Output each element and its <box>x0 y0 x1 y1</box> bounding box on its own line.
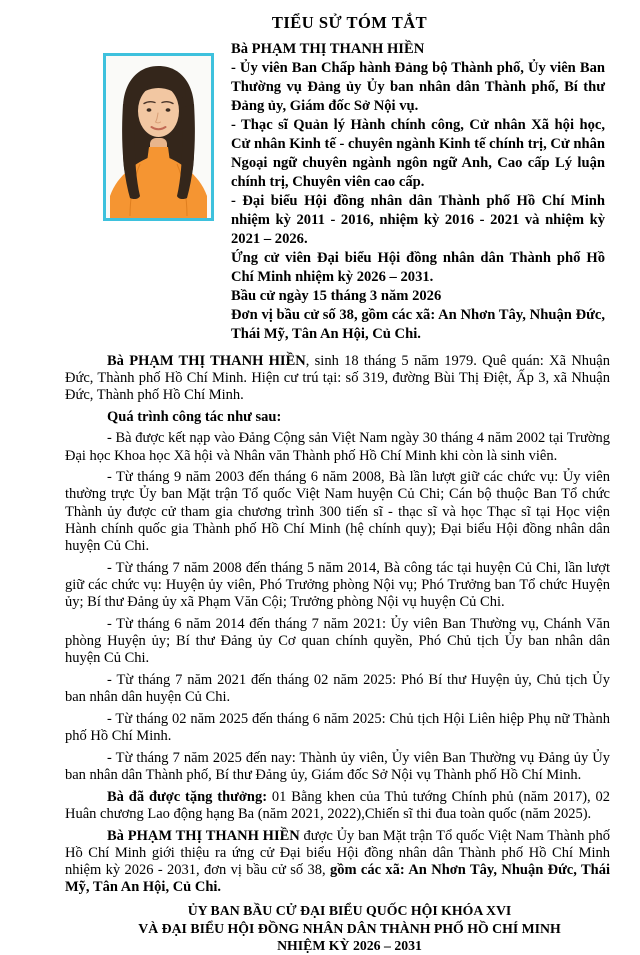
footer-line: NHIỆM KỲ 2026 – 2031 <box>277 938 422 954</box>
right-eye <box>166 108 171 112</box>
text-run: - Từ tháng 02 năm 2025 đến tháng 6 năm 2025: Chủ tịch Hội Liên hiệp Phụ nữ Thành phố Hồ Chí Minh. <box>65 710 610 745</box>
body-paragraph <box>65 555 610 611</box>
left-eye <box>147 108 152 112</box>
text-run: - Từ tháng 9 năm 2003 đến tháng 6 năm 2008, Bà lần lượt giữ các chức vụ: Ủy viên thường trực Ủy ban Mặt trận Tổ quốc Việt Nam huyện Củ Chi; Cán bộ thuộc Ban Tổ chức Thành ủy được cử tham gia chương trình 300 tiến sĩ - thạc sĩ và học Thạc sĩ tại Học viện Hành chính quốc gia Thành phố Hồ Chí Minh (hệ chính quy); Đại biểu Hội đồng nhân dân huyện Củ Chi. <box>65 469 610 555</box>
body-paragraph <box>65 706 610 745</box>
bold-text: Quá trình công tác như sau: <box>107 408 282 425</box>
body-paragraph <box>65 426 610 465</box>
bold-text: Bà PHẠM THỊ THANH HIỀN <box>107 827 300 844</box>
bold-text: Bà PHẠM THỊ THANH HIỀN <box>107 352 306 369</box>
body-paragraph <box>65 823 610 896</box>
portrait-illustration <box>106 56 211 218</box>
body-paragraph <box>65 667 610 706</box>
profile-summary <box>231 40 605 344</box>
profile-summary-line: - Ủy viên Ban Chấp hành Đảng bộ Thành phố, Ủy viên Ban Thường vụ Đảng ủy Ủy ban nhân dân Thành phố, Bí thư Đảng ủy, Giám đốc Sở Nội vụ. <box>231 60 605 114</box>
election-committee-footer <box>77 902 622 955</box>
profile-summary-line: Bà PHẠM THỊ THANH HIỀN <box>231 41 425 57</box>
profile-summary-line: Đơn vị bầu cử số 38, gồm các xã: An Nhơn Tây, Nhuận Đức, Thái Mỹ, Tân An Hội, Củ Chi. <box>231 307 605 342</box>
text-run: - Từ tháng 7 năm 2025 đến nay: Thành ủy viên, Ủy viên Ban Thường vụ Đảng ủy Ủy ban nhân dân Thành phố, Bí thư Đảng ủy, Giám đốc Sở Nội vụ Thành phố Hồ Chí Minh. <box>65 749 610 783</box>
body-paragraph <box>65 745 610 784</box>
text-run: - Bà được kết nạp vào Đảng Cộng sản Việt Nam ngày 30 tháng 4 năm 2002 tại Trường Đại học Khoa học Xã hội và Nhân văn Thành phố Hồ Chí Minh khi còn là sinh viên. <box>65 430 610 464</box>
text-run: - Từ tháng 7 năm 2008 đến tháng 5 năm 2014, Bà công tác tại huyện Củ Chi, lần lượt giữ các chức vụ: Huyện ủy viên, Phó Trưởng phòng Nội vụ; Phó Trưởng ban Tổ chức Huyện ủy; Bí thư Đảng ủy xã Phạm Văn Cội; Trưởng phòng Nội vụ huyện Củ Chi. <box>65 559 610 611</box>
body-paragraph <box>65 611 610 667</box>
text-run: được Ủy ban Mặt trận Tổ quốc Việt Nam Thành phố Hồ Chí Minh giới thiệu ra ứng cử Đại biểu Hội đồng nhân dân Thành phố Hồ Chí Minh nhiệm kỳ 2026 - 2031, đơn vị bầu cử số 38, <box>65 827 610 878</box>
profile-summary-line: - Đại biểu Hội đồng nhân dân Thành phố Hồ Chí Minh nhiệm kỳ 2011 - 2016, nhiệm kỳ 2016 - 2021 và nhiệm kỳ 2021 – 2026. <box>231 193 605 247</box>
body-paragraph <box>65 784 610 823</box>
bold-text: gồm các xã: An Nhơn Tây, Nhuận Đức, Thái Mỹ, Tân An Hội, Củ Chi. <box>65 861 610 896</box>
bold-text: Bà đã được tặng thưởng: <box>107 788 268 805</box>
dress-collar <box>147 147 170 162</box>
profile-summary-line: - Thạc sĩ Quản lý Hành chính công, Cử nhân Xã hội học, Cử nhân Kinh tế - chuyên ngành Kinh tế chính trị, Cử nhân Ngoại ngữ chuyên ngành ngôn ngữ Anh, Cao cấp Lý luận chính trị, Chuyên viên cao cấp. <box>231 117 605 190</box>
portrait-photo <box>103 53 214 221</box>
text-run: - Từ tháng 7 năm 2021 đến tháng 02 năm 2025: Phó Bí thư Huyện ủy, Chủ tịch Ủy ban nhân dân huyện Củ Chi. <box>65 671 610 706</box>
text-run: , sinh 18 tháng 5 năm 1979. Quê quán: Xã Nhuận Đức, Thành phố Hồ Chí Minh. Hiện cư trú tại: số 319, đường Bùi Thị Điệt, Ấp 3, xã Nhuận Đức, Thành phố Hồ Chí Minh. <box>65 352 610 403</box>
body-paragraph <box>65 348 610 404</box>
text-run: - Từ tháng 6 năm 2014 đến tháng 7 năm 2021: Ủy viên Ban Thường vụ, Chánh Văn phòng Huyện ủy; Bí thư Đảng ủy Cơ quan chính quyền, Phó Chủ tịch Ủy ban nhân dân huyện Củ Chi. <box>65 615 610 667</box>
body-paragraph <box>65 465 610 556</box>
footer-line: ỦY BAN BẦU CỬ ĐẠI BIỂU QUỐC HỘI KHÓA XVI <box>187 903 512 919</box>
body-paragraphs <box>65 348 610 896</box>
text-run: 01 Bằng khen của Thủ tướng Chính phủ (năm 2017), 02 Huân chương Lao động hạng Ba (năm 2021, 2022),Chiến sĩ thi đua toàn quốc (năm 2025). <box>65 788 611 822</box>
profile-summary-line: Bầu cử ngày 15 tháng 3 năm 2026 <box>231 288 442 304</box>
body-paragraph <box>65 404 610 426</box>
page-title: TIỂU SỬ TÓM TẮT <box>271 13 428 32</box>
footer-line: VÀ ĐẠI BIỂU HỘI ĐỒNG NHÂN DÂN THÀNH PHỐ HỒ CHÍ MINH <box>138 920 561 936</box>
profile-section <box>65 40 610 344</box>
profile-summary-line: Ứng cử viên Đại biểu Hội đồng nhân dân Thành phố Hồ Chí Minh nhiệm kỳ 2026 – 2031. <box>231 250 605 285</box>
